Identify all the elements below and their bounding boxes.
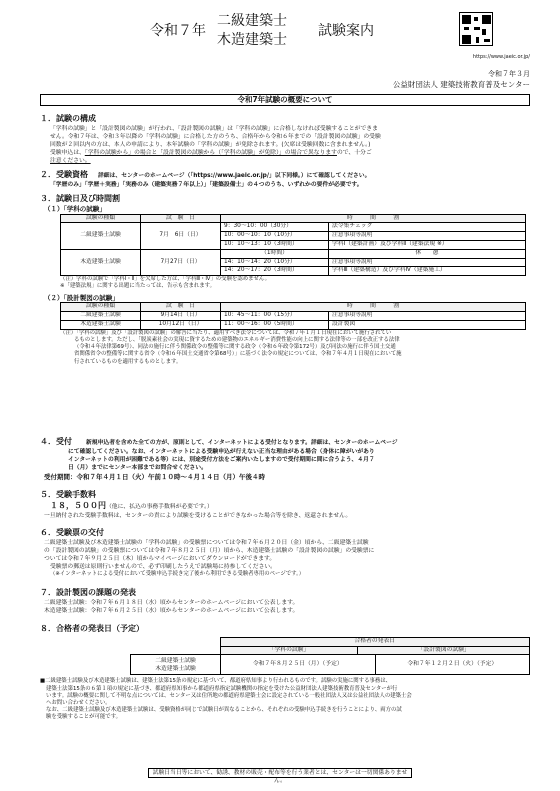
text-line: 日（月）までにセンター本部までお問合せください。 bbox=[68, 464, 207, 471]
note-line: （令和４年法律第69号）、同法の施行に伴う関係政令の整備等に関する政令（令和６年政令第172号）及び同法の施行に伴う国土交通 bbox=[74, 344, 396, 351]
note-line: へお問い合わせください。 bbox=[46, 700, 111, 707]
note-line: なお、二級建築士試験及び木造建築士試験は、受験資格が同じで試験日が異なることから、それぞれの受験申込手続きを行うことにより、両方の試 bbox=[46, 707, 402, 714]
table-cell: 学科Ⅰ（建築計画）及び学科Ⅱ（建築法規 ※） bbox=[329, 241, 526, 250]
note-line: 験を受験することが可能です。 bbox=[46, 714, 122, 721]
table-cell: 9：30〜10：00（30分） bbox=[221, 223, 329, 232]
results-notes bbox=[40, 678, 530, 721]
table-header: 試験の種類 bbox=[61, 303, 141, 312]
note-line: （注）学科の試験で「学科Ⅰ・Ⅱ」を欠席した方は、「学科Ⅲ・Ⅳ」の受験を認めません。 bbox=[60, 276, 271, 283]
issue-date: 令和７年３月 bbox=[488, 70, 530, 78]
table-cell bbox=[131, 655, 221, 675]
results-table bbox=[130, 637, 530, 656]
overview-banner: 令和7年試験の概要について bbox=[40, 94, 530, 106]
text: 二級建築士試験 bbox=[155, 657, 196, 664]
table-cell: 休 憩 bbox=[329, 249, 526, 258]
note-line: 省関係省令の整備等に関する省令（令和６年国土交通省令第68号）」に基づく法令の規定については、令和７年４月１日現在において施 bbox=[74, 351, 402, 358]
section-title: １．試験の構成 bbox=[40, 114, 96, 123]
text-line: せん。令和７年は、令和３年以降の「学科の試験」に合格した方のうち、合格年から令和６年までの「設計製図の試験」の受験 bbox=[50, 133, 381, 140]
header bbox=[0, 0, 560, 70]
note-line: ※「建築法規」に関する出題に当たっては、告示も含まれます。 bbox=[60, 283, 216, 290]
text-line: インターネットの利用が困難である等）には、別途受付方法をご案内いたしますので受付期間に間に合うよう、４月７ bbox=[68, 456, 375, 463]
text-line: 二級建築士試験：令和７年６月１８日（水）頃からセンターのホームページにおいて公表します。 bbox=[44, 599, 299, 606]
eligibility-note: 詳細は、センターのホームページ（「https://www.jaeic.or.jp/」以下同様。）にて確認してください。 bbox=[98, 173, 371, 179]
note-line: （注）「学科の試験」及び「設計製図の試験」の解答に当たり、適用すべき法令については、令和７年１月１日現在において施行されてい bbox=[60, 329, 392, 336]
table-cell: 注意事項等説明 bbox=[329, 232, 526, 241]
table-header: 「設計製図の試験」 bbox=[358, 646, 530, 655]
refund-note: 一旦納付された受験手数料は、センターの責により試験を受けることができなかった場合等を除き、返還されません。 bbox=[44, 512, 352, 519]
fee-amount: １８，５００円 bbox=[50, 500, 106, 510]
table-cell: 二級建築士試験 bbox=[61, 312, 141, 321]
text-line: の「設計製図の試験」の受験票については令和７年８月２５日（月）頃から、木造建築士試験の「設計製図の試験」の受験票に bbox=[44, 547, 375, 554]
title-guide: 試験案内 bbox=[318, 23, 374, 39]
organization-name: 公益財団法人 建築技術教育普及センター bbox=[392, 80, 530, 89]
section-results bbox=[40, 624, 530, 722]
table-header: 合格者の発表日 bbox=[220, 637, 530, 646]
subsection-title: （２）「設計製図の試験」 bbox=[44, 293, 119, 302]
text: 受験申込は、 bbox=[50, 149, 85, 156]
table-notes bbox=[60, 276, 530, 290]
eligibility-line: 「学歴のみ」「学歴＋実務」「実務のみ（建築実務７年以上）」「建築設備士」の４つのうち、いずれかの要件が必要です。 bbox=[50, 181, 363, 188]
section-title: ６．受験票の交付 bbox=[40, 528, 104, 537]
title-exam-names bbox=[212, 12, 292, 50]
table-cell: 令和７年１２月２日（火）（予定） bbox=[375, 655, 530, 675]
paragraph bbox=[40, 125, 530, 165]
table-cell: 注意事項等説明 bbox=[329, 312, 526, 321]
text-line: 二級建築士試験及び木造建築士試験の「学科の試験」の受験票については令和７年６月２０日（金）頃から、二級建築士試験 bbox=[44, 539, 369, 546]
text-line: 「学科の試験」と「設計製図の試験」が行われ、「設計製図の試験」は「学科の試験」に合格しなければ受験することができま bbox=[50, 125, 378, 132]
registration-period: 受付期間：令和７年４月１日（火）午前１０時〜４月１４日（月）午後４時 bbox=[44, 472, 265, 481]
table-cell: 木造建築士試験 bbox=[61, 321, 141, 330]
text-line: （※インターネットによる受付において受験申込手続き完了後から利用できる受験者専用のページです。） bbox=[50, 570, 305, 577]
text-line: にて確認してください。なお、インターネットによる受験申込が行えない正当な理由がある場合（身体に障がいがあり bbox=[68, 448, 375, 455]
text-line: 新規申込者を含めた全ての方が、原則として、インターネットによる受付となります。詳細は、センターのホームページ bbox=[86, 440, 398, 446]
text-line: 回数が２回以内の方は、本人の申請により、本年試験の「学科の試験」が免除されます。(欠席は受験回数に含まれません。) bbox=[50, 141, 371, 148]
qr-code-icon[interactable] bbox=[459, 12, 493, 46]
table-cell: 7月 6日（日） bbox=[141, 223, 221, 249]
title-line1: 二級建築士 bbox=[217, 13, 287, 29]
underlined-text: 注意ください。 bbox=[50, 157, 91, 164]
table-cell: 10：45〜11：00（15分） bbox=[221, 312, 329, 321]
section-title: ４．受付 bbox=[40, 437, 72, 446]
table-cell: 法令集チェック bbox=[329, 223, 526, 232]
table-cell: 9月14日（日） bbox=[141, 312, 221, 321]
section-schedule bbox=[40, 194, 530, 366]
drafting-exam-table bbox=[60, 302, 526, 329]
note-line: 建築士法第15条の６第１項の規定に基づき、都道府県知事から都道府県指定試験機関の指定を受けた公益財団法人建築技術教育普及センターが行 bbox=[46, 685, 398, 692]
table-cell: 設計製図 bbox=[329, 321, 526, 330]
section-title: ７．設計製図の課題の発表 bbox=[40, 588, 136, 597]
text-line bbox=[50, 149, 530, 157]
text-line: ついては令和７年９月２５日（木）頃からマイページにおいてダウンロードができます。 bbox=[44, 555, 276, 562]
text-line: 木造建築士試験：令和７年６月２５日（水）頃からセンターのホームページにおいて公表します。 bbox=[44, 607, 299, 614]
section-admission-ticket bbox=[40, 528, 530, 578]
table-cell: 木造建築士試験 bbox=[61, 249, 141, 275]
section-title: ２．受験資格 bbox=[40, 170, 88, 179]
law-notes bbox=[60, 330, 530, 366]
section-title: ８．合格者の発表日（予定） bbox=[40, 624, 144, 633]
subsection-title: （１）「学科の試験」 bbox=[44, 204, 106, 213]
text: 木造建築士試験 bbox=[155, 665, 196, 672]
table-cell: 令和７年８月２５日（月）（予定） bbox=[221, 655, 376, 675]
section-fee bbox=[40, 490, 530, 520]
section-title: ５．受験手数料 bbox=[40, 490, 96, 499]
section-drafting-task bbox=[40, 588, 530, 615]
written-exam-table bbox=[60, 214, 526, 277]
table-header: 「学科の試験」 bbox=[220, 646, 358, 655]
title-year: 令和７年 bbox=[150, 23, 206, 39]
table-cell: 学科Ⅲ（建築構造）及び学科Ⅳ（建築施工） bbox=[329, 267, 526, 276]
text: ので、十分ご bbox=[336, 149, 372, 156]
section-title: ３．試験日及び時間割 bbox=[40, 194, 120, 203]
note-line: 行されているものを適用するものとします。 bbox=[74, 358, 182, 365]
note-line: るものとします。ただし、「脱炭素社会の実現に資するための建築物のエネルギー消費性能の向上に関する法律等の一部を改正する法律 bbox=[74, 337, 400, 344]
section-eligibility bbox=[40, 170, 530, 189]
note-line: います。試験の概要に関して不明な点については、センター又は住所地の都道府県建築士会に設定されている一般社団法人又は公益社団法人の建築士会 bbox=[46, 692, 412, 699]
table-cell: （1時間） bbox=[221, 249, 329, 258]
footer-disclaimer: 試験日当日等において、勧誘、教材の販売・配布等を行う業者とは、センターは一切関係ありません。 bbox=[148, 768, 412, 778]
table-cell: 注意事項等説明 bbox=[329, 258, 526, 267]
section-exam-structure bbox=[40, 114, 530, 165]
table-cell: 7月27日（日） bbox=[141, 249, 221, 275]
text-line: 受験票の郵送は原則行いませんので、必ず印刷したうえで試験場に持参してください。 bbox=[50, 563, 276, 570]
results-table-body bbox=[130, 654, 530, 675]
note-line: ■二級建築士試験及び木造建築士試験は、建築士法第15条の規定に基づいて、都道府県知事より行われるものです。試験の実施に関する事務は、 bbox=[40, 678, 392, 685]
table-cell: 10月12日（日） bbox=[141, 321, 221, 330]
table-cell: 10：00〜10：10（10分） bbox=[221, 232, 329, 241]
table-cell: 10：10〜13：10（3時間） bbox=[221, 241, 329, 250]
table-cell: 14：10〜14：20（10分） bbox=[221, 258, 329, 267]
table-header: 時 間 割 bbox=[221, 214, 526, 223]
website-url[interactable]: https://www.jaeic.or.jp/ bbox=[472, 54, 530, 60]
table-header: 時 間 割 bbox=[221, 303, 526, 312]
fee-note: （他に、払込の事務手数料が必要です。） bbox=[106, 503, 213, 510]
table-header: 試験の種類 bbox=[61, 214, 141, 223]
table-header: 試 験 日 bbox=[141, 214, 221, 223]
table-cell: 11：00〜16：00（5時間） bbox=[221, 321, 329, 330]
table-header: 試 験 日 bbox=[141, 303, 221, 312]
title-line2: 木造建築士 bbox=[217, 32, 287, 48]
underlined-text: 「学科の試験から」の場合と「設計製図の試験から（「学科の試験」が免除）」の場合で異なります bbox=[84, 149, 337, 156]
section-registration bbox=[40, 437, 530, 481]
table-cell: 二級建築士試験 bbox=[61, 223, 141, 249]
table-cell: 14：20〜17：20（3時間） bbox=[221, 267, 329, 276]
